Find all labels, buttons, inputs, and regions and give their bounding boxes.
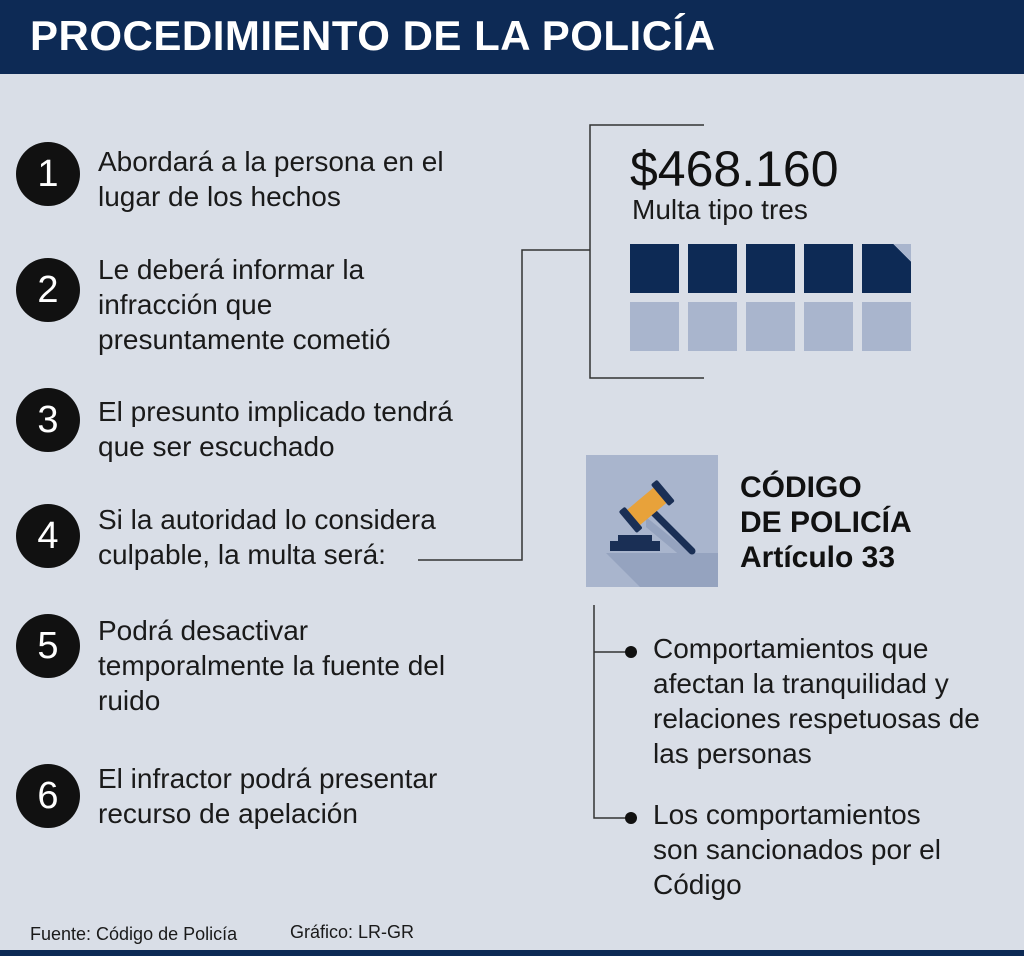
- fine-block: [862, 244, 911, 293]
- fine-block: [630, 302, 679, 351]
- code-title: [740, 470, 1000, 575]
- step-text: Si la autoridad lo considera culpable, la multa será:: [98, 504, 436, 570]
- fine-label: Multa tipo tres: [632, 194, 808, 225]
- gavel-icon: [586, 455, 718, 587]
- step-number: 3: [16, 388, 80, 452]
- footer-credit: Gráfico: LR-GR: [290, 922, 415, 942]
- step-number: 2: [16, 258, 80, 322]
- fine-block: [804, 302, 853, 351]
- step-number: 1: [16, 142, 80, 206]
- step-number: 5: [16, 614, 80, 678]
- step-text: El infractor podrá presentar recurso de apelación: [98, 763, 438, 829]
- bullet-text: Los comportamientos son sancionados por el Código: [653, 799, 941, 900]
- footer-bar: [0, 950, 1024, 956]
- page-title: PROCEDIMIENTO DE LA POLICÍA: [30, 12, 716, 59]
- step-text: El presunto implicado tendrá que ser escuchado: [98, 396, 453, 462]
- fine-block: [804, 244, 853, 293]
- step-text: Podrá desactivar temporalmente la fuente del ruido: [98, 615, 446, 716]
- step-text: Abordará a la persona en el lugar de los hechos: [98, 146, 444, 212]
- code-tile: [586, 455, 718, 587]
- fine-blocks: [630, 244, 908, 350]
- code-title-line1: CÓDIGO: [740, 471, 862, 504]
- bullet-dot: [625, 646, 637, 658]
- code-title-line3: Artículo 33: [740, 541, 896, 574]
- bullet-dot: [625, 812, 637, 824]
- fine-block: [746, 244, 795, 293]
- fine-block: [688, 244, 737, 293]
- fine-block: [630, 244, 679, 293]
- fine-block: [746, 302, 795, 351]
- step-text: Le deberá informar la infracción que presuntamente cometió: [98, 254, 391, 355]
- code-title-line2: DE POLICÍA: [740, 506, 912, 539]
- bullet-text: Comportamientos que afectan la tranquilidad y relaciones respetuosas de las personas: [653, 633, 980, 769]
- fine-block: [688, 302, 737, 351]
- step-number: 4: [16, 504, 80, 568]
- fine-block: [862, 302, 911, 351]
- footer-source: Fuente: Código de Policía: [30, 924, 238, 944]
- step-number: 6: [16, 764, 80, 828]
- fine-amount: $468.160: [630, 141, 839, 197]
